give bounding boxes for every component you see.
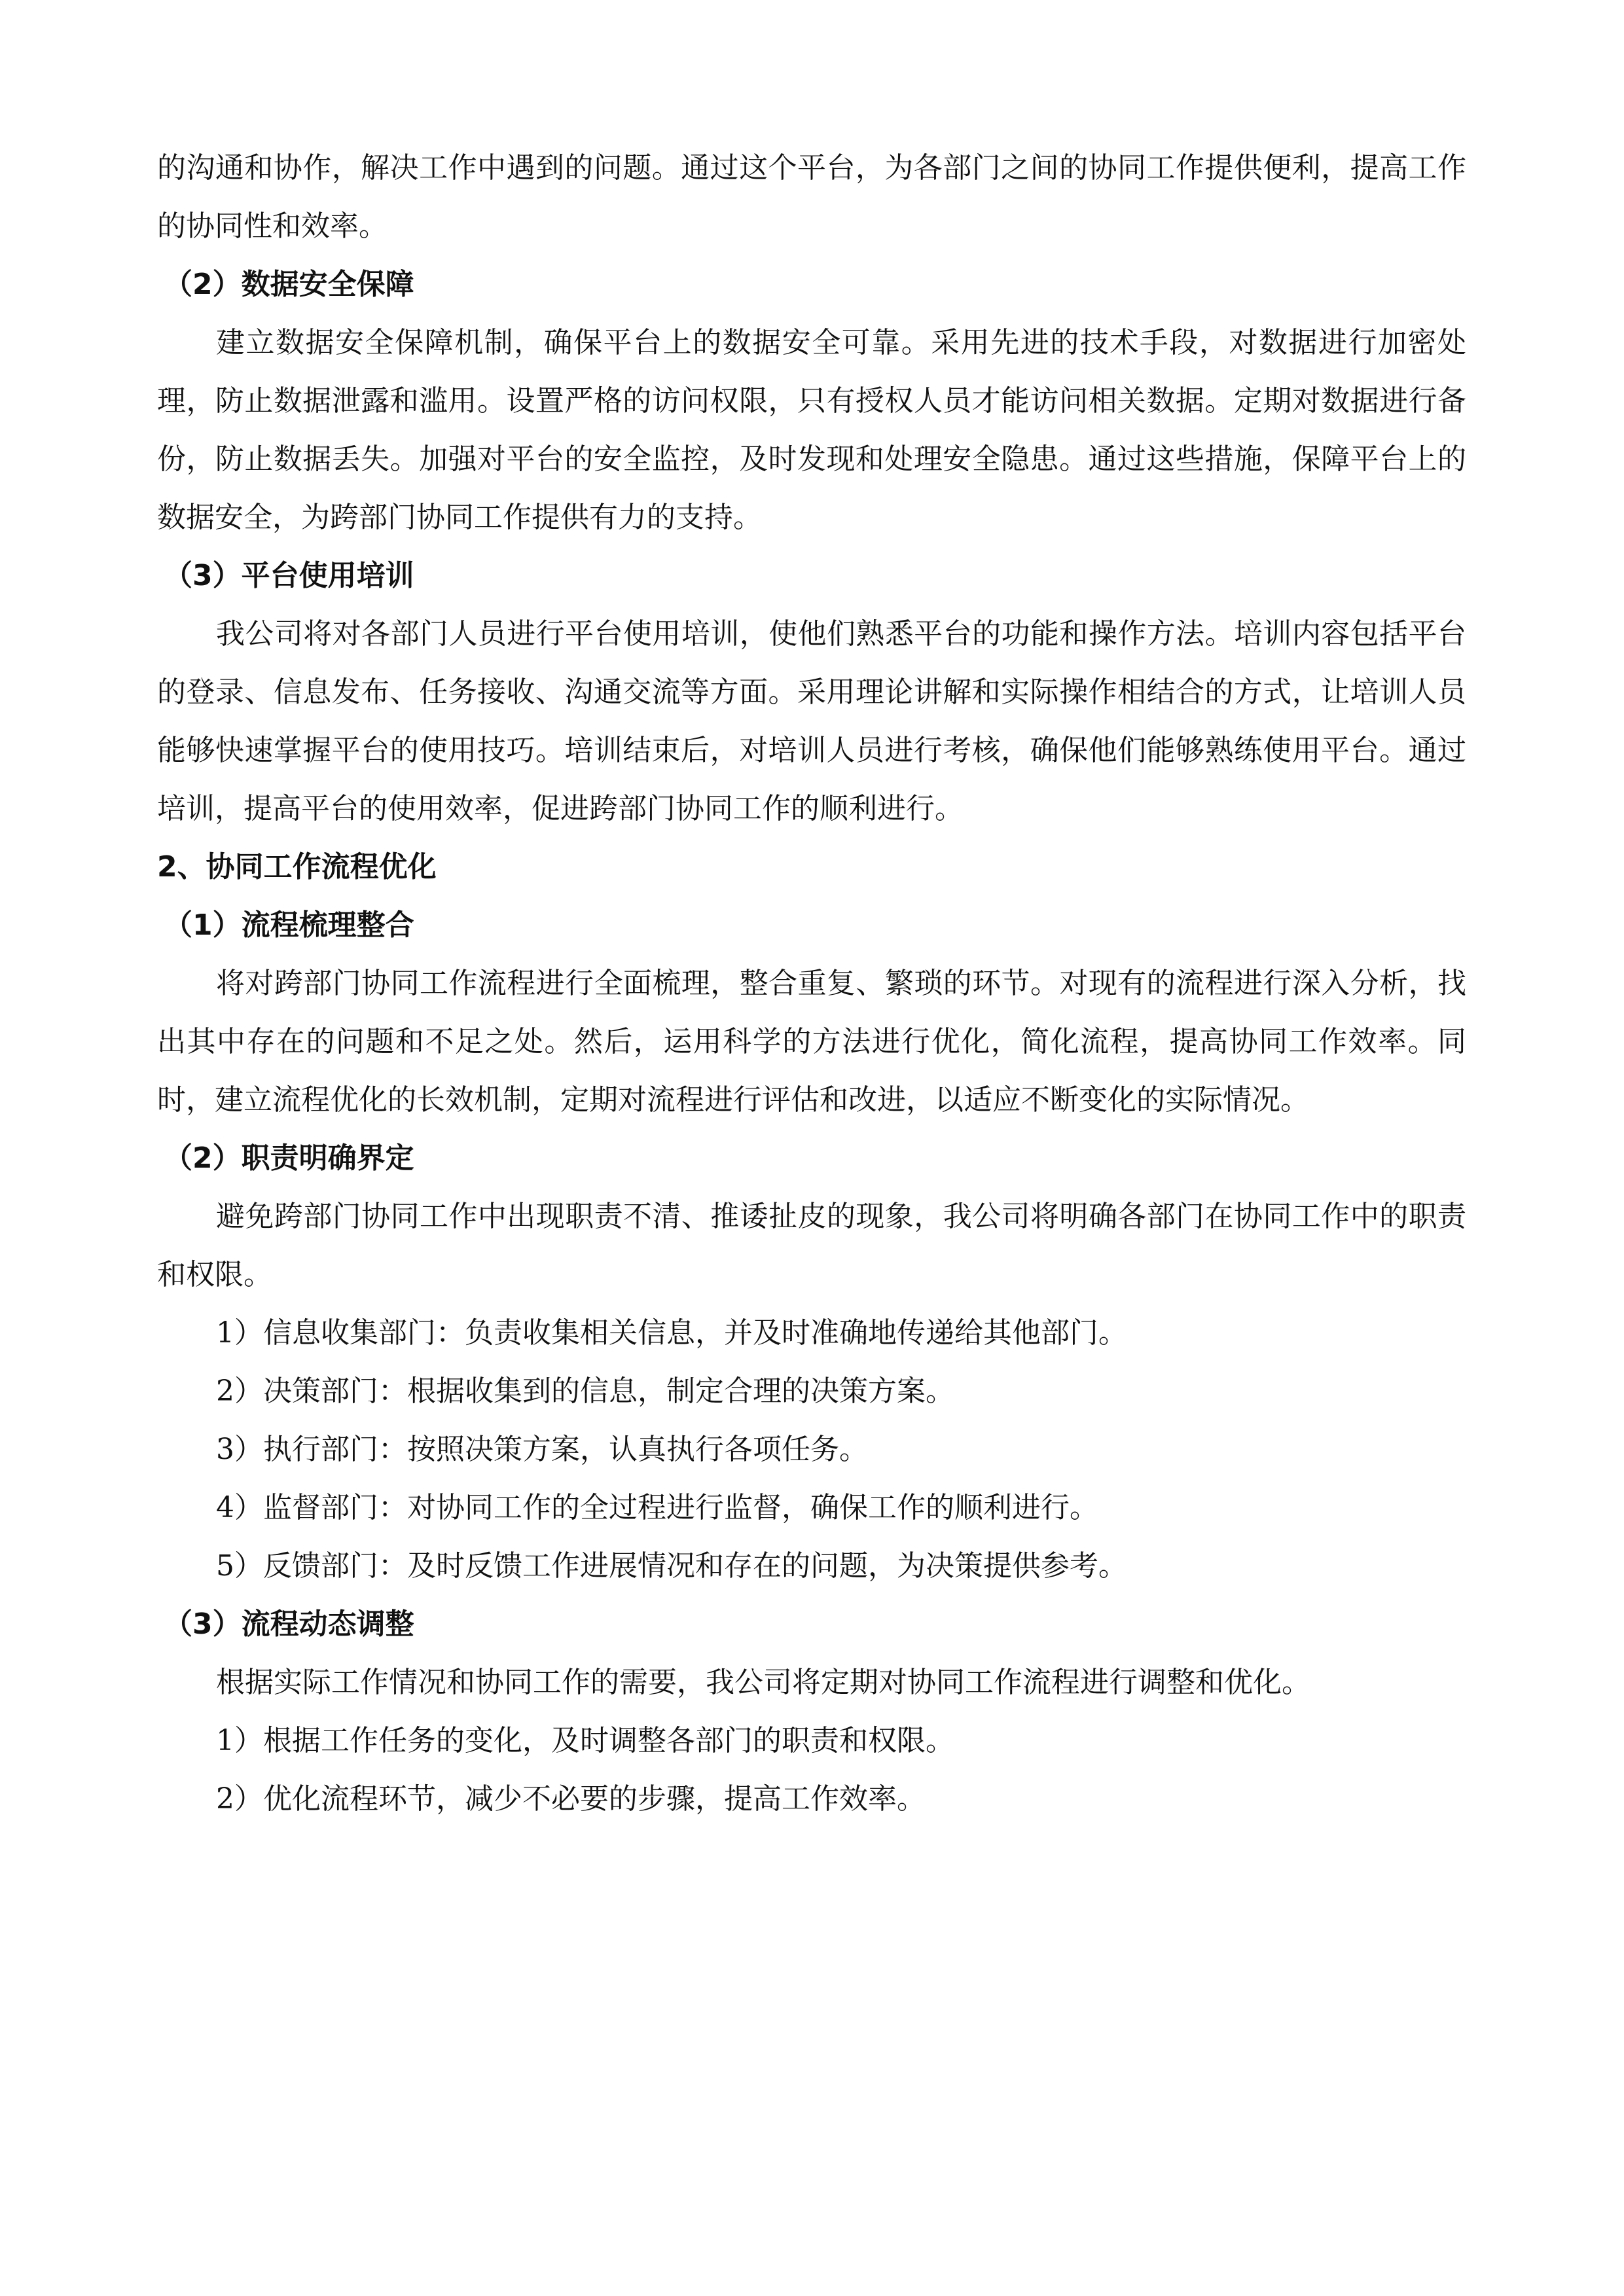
paragraph-dynamic-adjust: 根据实际工作情况和协同工作的需要，我公司将定期对协同工作流程进行调整和优化。 bbox=[216, 1666, 1310, 1699]
subheading-platform-training: （3）平台使用培训 bbox=[164, 559, 414, 592]
document-body bbox=[157, 139, 1466, 1828]
list-item: 2）优化流程环节，减少不必要的步骤，提高工作效率。 bbox=[216, 1782, 926, 1816]
list-item: 5）反馈部门：及时反馈工作进展情况和存在的问题，为决策提供参考。 bbox=[216, 1549, 1127, 1583]
subheading-data-security: （2）数据安全保障 bbox=[164, 268, 414, 301]
list-item: 1）根据工作任务的变化，及时调整各部门的职责和权限。 bbox=[216, 1724, 954, 1757]
subheading-process-review: （1）流程梳理整合 bbox=[164, 908, 414, 942]
paragraph-data-security: 建立数据安全保障机制，确保平台上的数据安全可靠。采用先进的技术手段，对数据进行加密处理，防止数据泄露和滥用。设置严格的访问权限，只有授权人员才能访问相关数据。定期对数据进行备份，防止数据丢失。加强对平台的安全监控，及时发现和处理安全隐患。通过这些措施，保障平台上的数据安全，为跨部门协同工作提供有力的支持。 bbox=[157, 326, 1466, 534]
paragraph-responsibility: 避免跨部门协同工作中出现职责不清、推诿扯皮的现象，我公司将明确各部门在协同工作中的职责和权限。 bbox=[157, 1200, 1466, 1291]
list-item: 1）信息收集部门：负责收集相关信息，并及时准确地传递给其他部门。 bbox=[216, 1316, 1127, 1350]
list-item: 4）监督部门：对协同工作的全过程进行监督，确保工作的顺利进行。 bbox=[216, 1491, 1098, 1524]
section-heading-process-optimization: 2、协同工作流程优化 bbox=[157, 850, 437, 884]
paragraph-continued: 的沟通和协作，解决工作中遇到的问题。通过这个平台，为各部门之间的协同工作提供便利，提高工作的协同性和效率。 bbox=[157, 151, 1466, 243]
paragraph-platform-training: 我公司将对各部门人员进行平台使用培训，使他们熟悉平台的功能和操作方法。培训内容包括平台的登录、信息发布、任务接收、沟通交流等方面。采用理论讲解和实际操作相结合的方式，让培训人员能够快速掌握平台的使用技巧。培训结束后，对培训人员进行考核，确保他们能够熟练使用平台。通过培训，提高平台的使用效率，促进跨部门协同工作的顺利进行。 bbox=[157, 617, 1466, 825]
list-item: 3）执行部门：按照决策方案，认真执行各项任务。 bbox=[216, 1433, 868, 1466]
paragraph-process-review: 将对跨部门协同工作流程进行全面梳理，整合重复、繁琐的环节。对现有的流程进行深入分析，找出其中存在的问题和不足之处。然后，运用科学的方法进行优化，简化流程，提高协同工作效率。同时，建立流程优化的长效机制，定期对流程进行评估和改进，以适应不断变化的实际情况。 bbox=[157, 967, 1466, 1117]
subheading-responsibility: （2）职责明确界定 bbox=[164, 1141, 414, 1175]
subheading-dynamic-adjust: （3）流程动态调整 bbox=[164, 1607, 414, 1641]
list-item: 2）决策部门：根据收集到的信息，制定合理的决策方案。 bbox=[216, 1374, 954, 1408]
